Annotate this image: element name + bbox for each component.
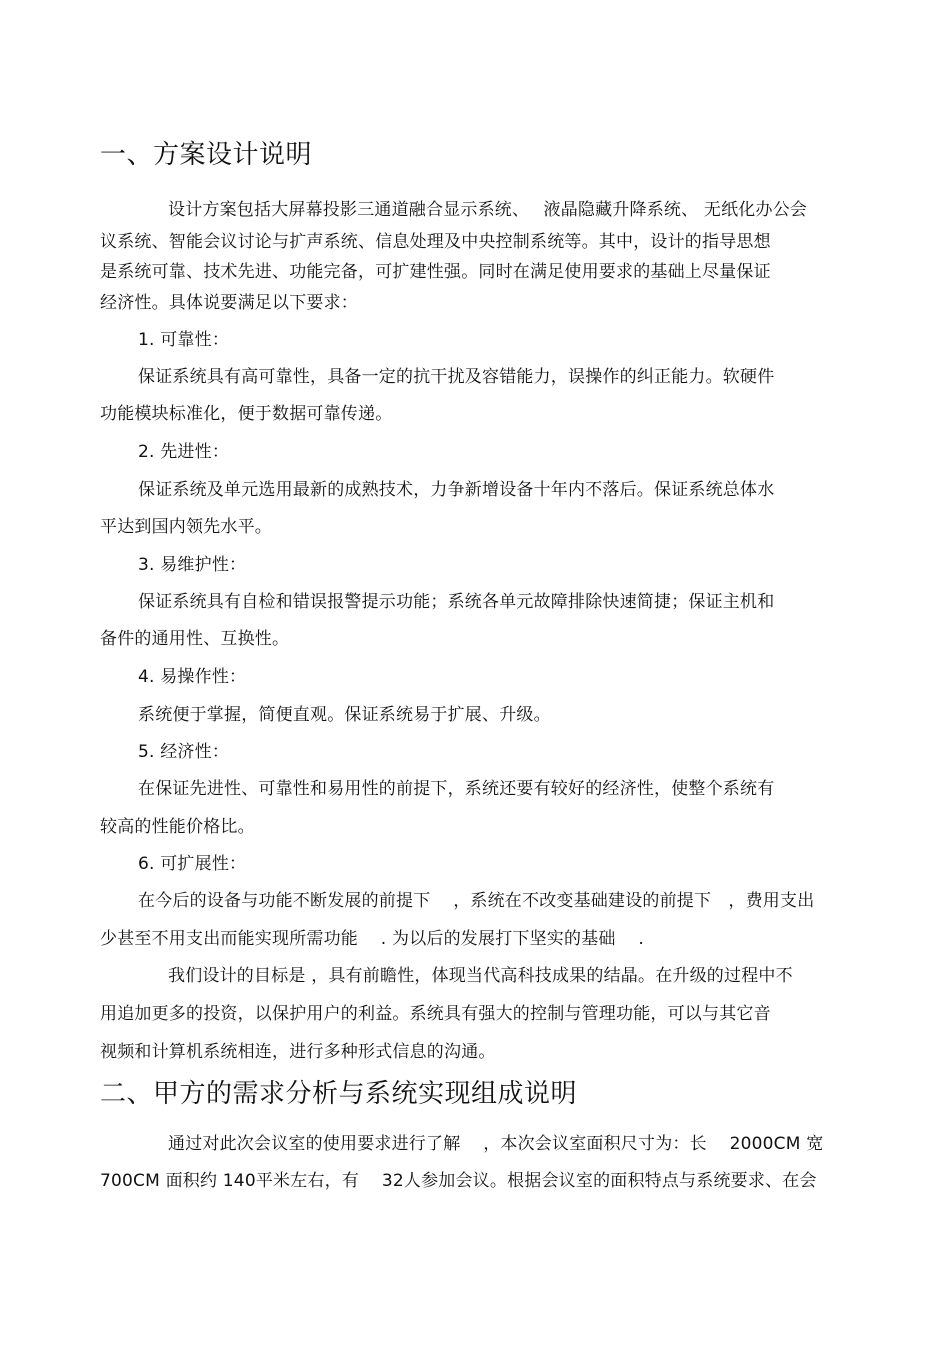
goal-line-2: 用追加更多的投资，以保护用户的利益。系统具有强大的控制与管理功能，可以与其它音: [100, 1004, 771, 1024]
item-4-body-1: 系统便于掌握，简便直观。保证系统易于扩展、升级。: [138, 705, 551, 725]
intro-line-2: 议系统、智能会议讨论与扩声系统、信息处理及中央控制系统等。其中，设计的指导思想: [100, 232, 771, 252]
section-2-heading: 二、甲方的需求分析与系统实现组成说明: [100, 1079, 578, 1109]
item-3-body-1: 保证系统具有自检和错误报警提示功能；系统各单元故障排除快速简捷；保证主机和: [138, 592, 775, 612]
item-2-title: 2. 先进性：: [138, 442, 230, 462]
item-3-title: 3. 易维护性：: [138, 555, 247, 575]
item-1-title: 1. 可靠性：: [138, 330, 230, 350]
item-5-body-2: 较高的性能价格比。: [100, 817, 255, 837]
section-2-body-2: 700CM 面积约 140平米左右，有 32人参加会议。根据会议室的面积特点与系统要求、在会: [100, 1171, 817, 1191]
item-6-body-1: 在今后的设备与功能不断发展的前提下 ，系统在不改变基础建设的前提下 ，费用支出: [138, 891, 815, 911]
goal-line-1: 我们设计的目标是 ，具有前瞻性，体现当代高科技成果的结晶。在升级的过程中不: [168, 966, 793, 986]
item-3-body-2: 备件的通用性、互换性。: [100, 629, 290, 649]
item-6-title: 6. 可扩展性：: [138, 854, 247, 874]
item-1-body-2: 功能模块标准化，便于数据可靠传递。: [100, 404, 393, 424]
item-2-body-1: 保证系统及单元选用最新的成熟技术，力争新增设备十年内不落后。保证系统总体水: [138, 480, 775, 500]
item-5-body-1: 在保证先进性、可靠性和易用性的前提下，系统还要有较好的经济性，使整个系统有: [138, 779, 775, 799]
section-1-heading: 一、方案设计说明: [100, 140, 313, 170]
item-2-body-2: 平达到国内领先水平。: [100, 517, 272, 537]
intro-line-3: 是系统可靠、技术先进、功能完备，可扩建性强。同时在满足使用要求的基础上尽量保证: [100, 262, 771, 282]
item-1-body-1: 保证系统具有高可靠性，具备一定的抗干扰及容错能力，误操作的纠正能力。软硬件: [138, 367, 775, 387]
intro-line-1: 设计方案包括大屏幕投影三通道融合显示系统、 液晶隐藏升降系统、 无纸化办公会: [168, 200, 808, 220]
intro-line-4: 经济性。具体说要满足以下要求：: [100, 293, 358, 313]
goal-line-3: 视频和计算机系统相连，进行多种形式信息的沟通。: [100, 1042, 496, 1062]
item-4-title: 4. 易操作性：: [138, 667, 247, 687]
item-5-title: 5. 经济性：: [138, 742, 230, 762]
item-6-body-2: 少甚至不用支出而能实现所需功能 . 为以后的发展打下坚实的基础 .: [100, 929, 645, 949]
section-2-body-1: 通过对此次会议室的使用要求进行了解 ，本次会议室面积尺寸为：长 2000CM 宽: [168, 1134, 824, 1154]
